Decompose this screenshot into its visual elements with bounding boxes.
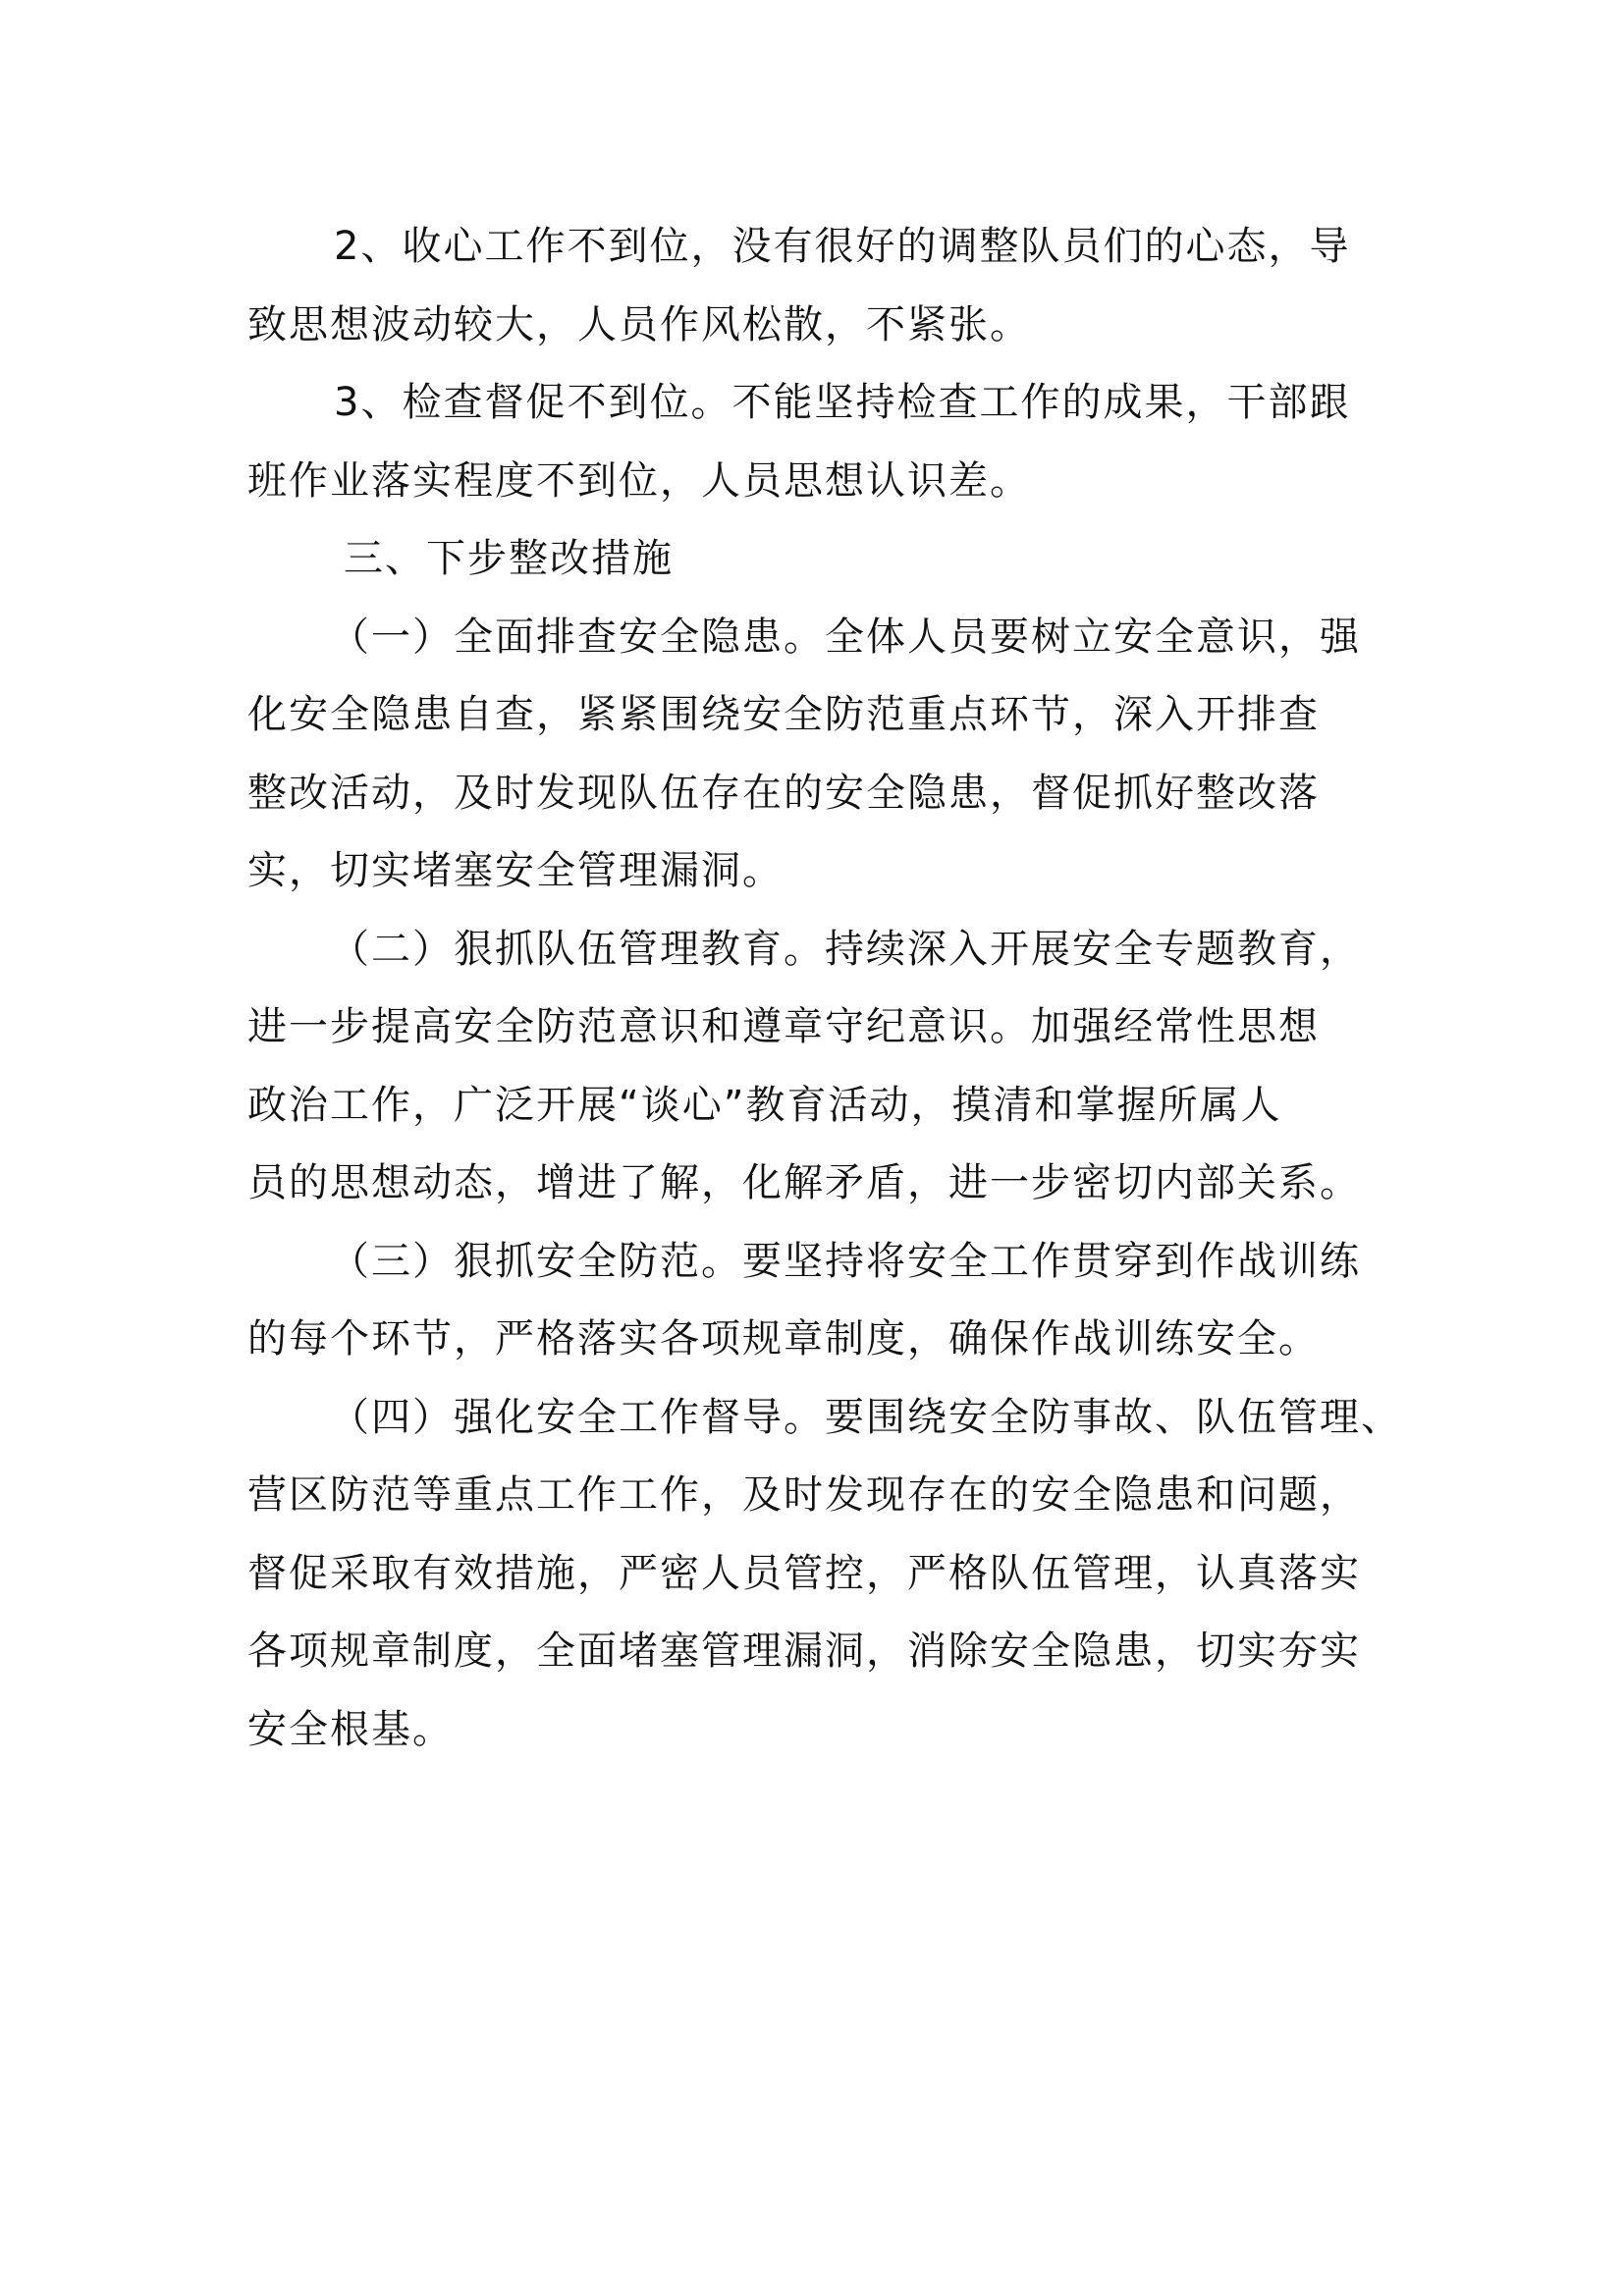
paragraph-line: 2、收心工作不到位，没有很好的调整队员们的心态，导 <box>334 224 1351 269</box>
paragraph-line: 化安全隐患自查，紧紧围绕安全防范重点环节，深入开排查 <box>247 692 1320 737</box>
paragraph-line: 的每个环节，严格落实各项规章制度，确保作战训练安全。 <box>247 1316 1320 1362</box>
paragraph-line: 实，切实堵塞安全管理漏洞。 <box>247 848 784 893</box>
paragraph-line: （一）全面排查安全隐患。全体人员要树立安全意识，强 <box>330 614 1361 660</box>
paragraph-line: 致思想波动较大，人员作风松散，不紧张。 <box>247 301 1031 347</box>
paragraph-line: 营区防范等重点工作工作，及时发现存在的安全隐患和问题， <box>247 1472 1361 1518</box>
paragraph-line: （四）强化安全工作督导。要围绕安全防事故、队伍管理、 <box>330 1394 1402 1440</box>
paragraph-line: 政治工作，广泛开展“谈心”教育活动，摸清和掌握所属人 <box>247 1082 1282 1128</box>
paragraph-line: 整改活动，及时发现队伍存在的安全隐患，督促抓好整改落 <box>247 770 1320 816</box>
paragraph-line: 各项规章制度，全面堵塞管理漏洞，消除安全隐患，切实夯实 <box>247 1629 1361 1674</box>
document-body <box>247 208 1406 1769</box>
paragraph-line: 班作业落实程度不到位，人员思想认识差。 <box>247 457 1031 504</box>
paragraph-line: 员的思想动态，增进了解，化解矛盾，进一步密切内部关系。 <box>247 1160 1361 1205</box>
paragraph-line: （三）狠抓安全防范。要坚持将安全工作贯穿到作战训练 <box>330 1238 1361 1284</box>
paragraph-line: 3、检查督促不到位。不能坚持检查工作的成果，干部跟 <box>334 380 1351 425</box>
paragraph-line: 安全根基。 <box>247 1706 454 1752</box>
paragraph-line: 督促采取有效措施，严密人员管控，严格队伍管理，认真落实 <box>247 1550 1361 1596</box>
paragraph-line: 进一步提高安全防范意识和遵章守纪意识。加强经常性思想 <box>247 1004 1320 1049</box>
section-heading: 三、下步整改措施 <box>344 536 674 581</box>
paragraph-line: （二）狠抓队伍管理教育。持续深入开展安全专题教育， <box>330 926 1361 972</box>
